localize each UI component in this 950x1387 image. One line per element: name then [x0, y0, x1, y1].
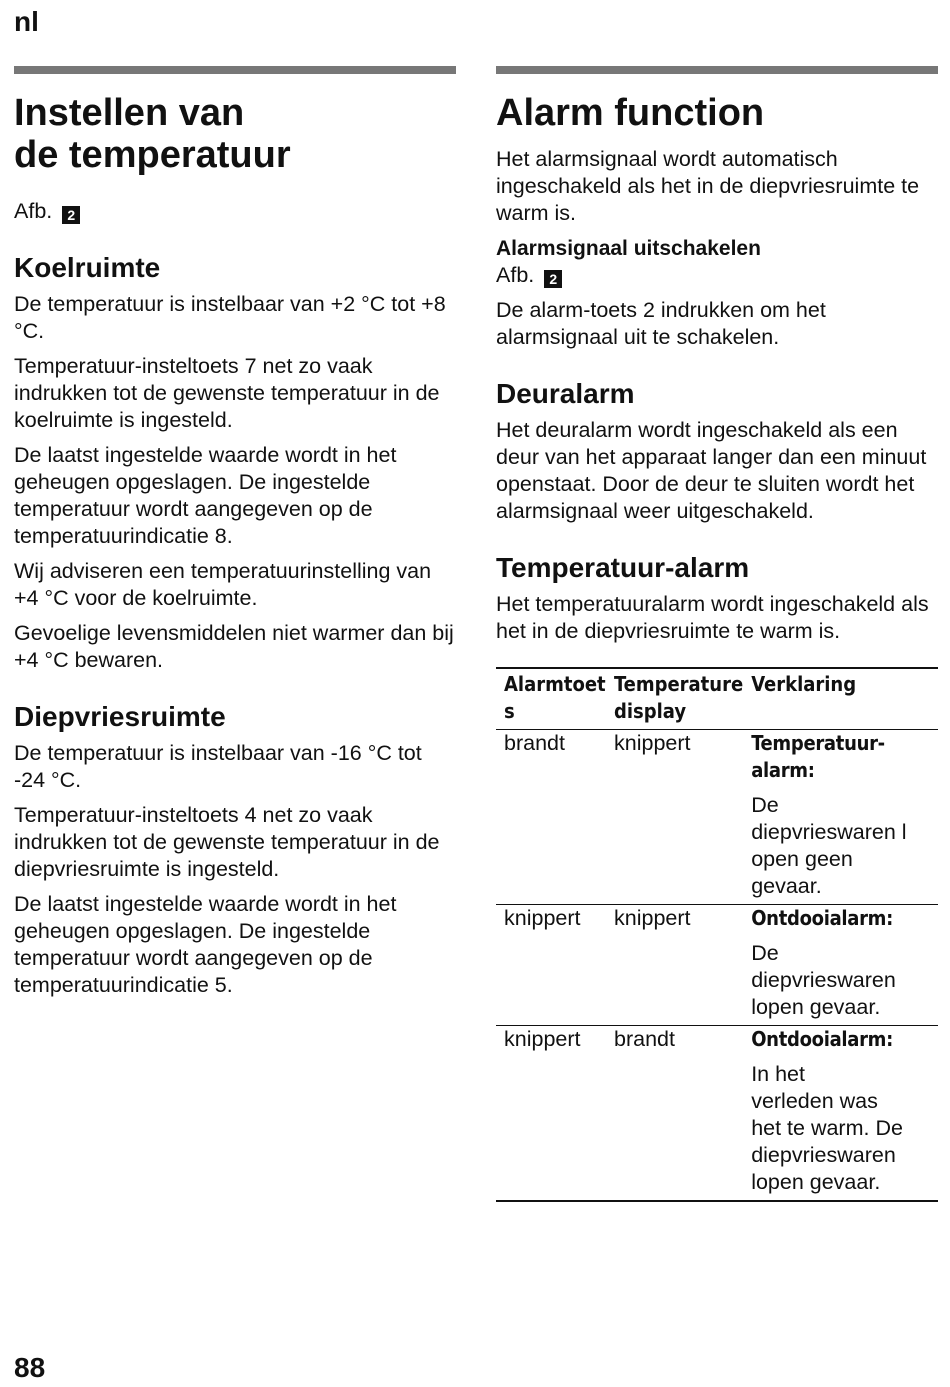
column-header: Verklaring	[751, 672, 857, 696]
figure-reference	[496, 262, 938, 289]
paragraph: Wij adviseren een temperatuurinstelling van +4 °C voor de koelruimte.	[14, 559, 432, 610]
paragraph: De laatst ingestelde waarde wordt in het geheugen opgeslagen. De ingestelde temperatuur wordt aangegeven op de temperatuurindicatie 8.	[14, 443, 397, 548]
paragraph: De temperatuur is instelbaar van -16 °C tot -24 °C.	[14, 741, 422, 792]
page-title-alarm: Alarm function	[496, 92, 765, 134]
cell-title: Ontdooialarm:	[751, 906, 894, 930]
language-label: nl	[14, 6, 39, 37]
table-cell	[743, 730, 938, 905]
right-column	[496, 66, 938, 1202]
table-cell: knippert	[504, 1027, 581, 1051]
cell-text: De diepvrieswaren lopen gevaar.	[751, 941, 896, 1019]
table-cell: knippert	[614, 906, 691, 930]
heading-deuralarm: Deuralarm	[496, 378, 635, 409]
section-rule	[14, 66, 456, 74]
figure-label: Afb.	[14, 199, 53, 223]
paragraph: Het deuralarm wordt ingeschakeld als een deur van het apparaat langer dan een minuut openstaat. Door de deur te sluiten wordt het alarmsignaal weer uitgeschakeld.	[496, 418, 927, 523]
table-row	[496, 1026, 938, 1202]
heading-diepvriesruimte: Diepvriesruimte	[14, 701, 226, 732]
left-column	[14, 66, 456, 1007]
cell-text: In het verleden was het te warm. De diepvrieswaren lopen gevaar.	[751, 1062, 903, 1194]
figure-label: Afb.	[496, 263, 535, 287]
table-header-row	[496, 668, 938, 730]
table-cell: brandt	[504, 731, 565, 755]
title-line-1: Instellen van	[14, 92, 245, 134]
figure-number-badge: 2	[62, 206, 80, 224]
cell-title: Temperatuur-alarm:	[751, 731, 885, 782]
table-cell	[743, 905, 938, 1026]
paragraph: Temperatuur-insteltoets 4 net zo vaak indrukken tot de gewenste temperatuur in de diepvriesruimte is ingesteld.	[14, 803, 440, 881]
paragraph: Gevoelige levensmiddelen niet warmer dan bij +4 °C bewaren.	[14, 621, 454, 672]
heading-temperatuur-alarm: Temperatuur-alarm	[496, 552, 750, 583]
cell-text: De diepvrieswaren l open geen gevaar.	[751, 793, 907, 898]
title-line-2: de temperatuur	[14, 134, 291, 176]
figure-reference	[14, 198, 456, 225]
subheading-alarm-off: Alarmsignaal uitschakelen	[496, 237, 761, 260]
table-row	[496, 730, 938, 905]
paragraph: De laatst ingestelde waarde wordt in het geheugen opgeslagen. De ingestelde temperatuur wordt aangegeven op de temperatuurindicatie 5.	[14, 892, 397, 997]
paragraph: Het temperatuuralarm wordt ingeschakeld als het in de diepvriesruimte te warm is.	[496, 592, 929, 643]
paragraph: De alarm-toets 2 indrukken om het alarmsignaal uit te schakelen.	[496, 298, 826, 349]
page-number: 88	[14, 1352, 46, 1383]
table-cell	[743, 1026, 938, 1202]
figure-number-badge: 2	[544, 270, 562, 288]
table-cell: knippert	[504, 906, 581, 930]
column-header: Temperature display	[614, 672, 744, 723]
paragraph: Temperatuur-insteltoets 7 net zo vaak indrukken tot de gewenste temperatuur in de koelruimte is ingesteld.	[14, 354, 440, 432]
column-header: Alarmtoet s	[504, 672, 606, 723]
cell-title: Ontdooialarm:	[751, 1027, 894, 1051]
page-title-temperature	[14, 92, 456, 176]
table-cell: knippert	[614, 731, 691, 755]
table-cell: brandt	[614, 1027, 675, 1051]
heading-koelruimte: Koelruimte	[14, 252, 161, 283]
table-row	[496, 905, 938, 1026]
section-rule	[496, 66, 938, 74]
paragraph: De temperatuur is instelbaar van +2 °C tot +8 °C.	[14, 292, 446, 343]
paragraph: Het alarmsignaal wordt automatisch ingeschakeld als het in de diepvriesruimte te warm is.	[496, 147, 920, 225]
alarm-table	[496, 667, 938, 1202]
